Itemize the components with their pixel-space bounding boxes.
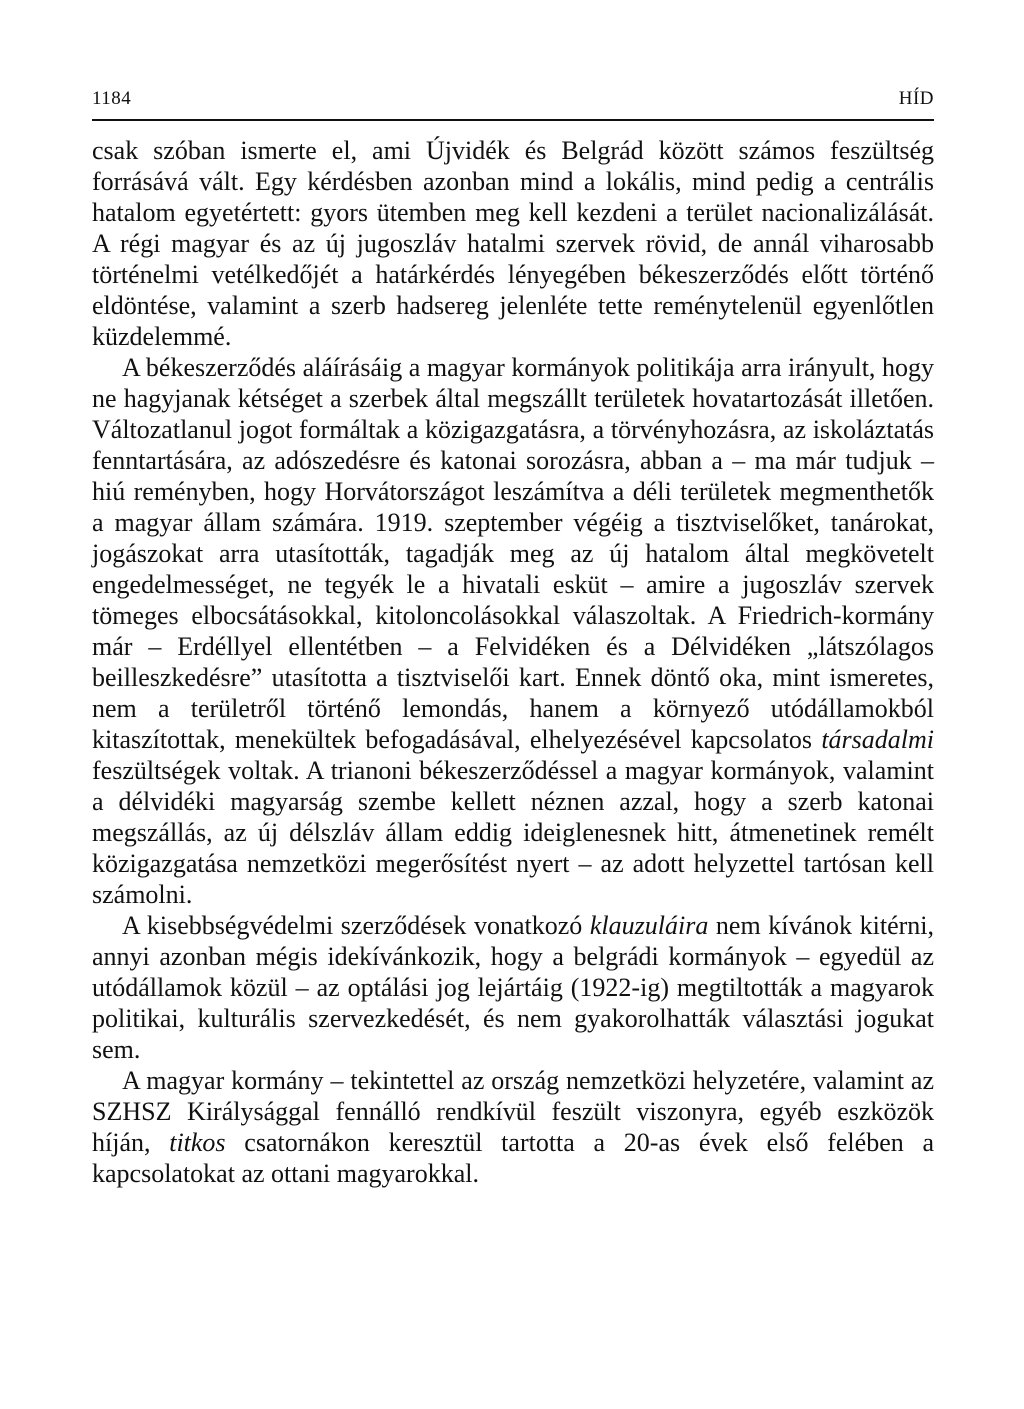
body-text (92, 135, 934, 1189)
book-page (92, 88, 934, 1189)
running-head (92, 88, 934, 121)
paragraph (92, 910, 934, 1065)
paragraph (92, 1065, 934, 1189)
italic-text-run: titkos (169, 1128, 226, 1157)
text-run: feszültségek voltak. A trianoni békeszerződéssel a magyar kormányok, valamint a délvidéki magyarság szembe kellett néznen azzal, hogy a szerb katonai megszállás, az új délszláv állam eddig ideiglenesnek hitt, átmenetinek remélt közigazgatása nemzetközi megerősítést nyert – az adott helyzettel tartósan kell számolni. (92, 756, 934, 909)
text-run: A magyar kormány – tekintettel az ország nemzetközi helyzetére, valamint az SZHSZ Királysággal fennálló rendkívül feszült viszonyra, egyéb eszközök híján, (92, 1066, 934, 1157)
page-number: 1184 (92, 88, 132, 109)
italic-text-run: klauzuláira (589, 911, 709, 940)
text-run: A kisebbségvédelmi szerződések vonatkozó (122, 911, 590, 940)
text-run: csak szóban ismerte el, ami Újvidék és Belgrád között számos feszültség forrásává vált. Egy kérdésben azonban mind a lokális, mind pedig a centrális hatalom egyetértett: gyors ütemben meg kell kezdeni a terület nacionalizálását. A régi magyar és az új jugoszláv hatalmi szervek rövid, de annál viharosabb történelmi vetélkedőjét a határkérdés lényegében békeszerződés előtt történő eldöntése, valamint a szerb hadsereg jelenléte tette reménytelenül egyenlőtlen küzdelemmé. (92, 136, 934, 351)
text-run: A békeszerződés aláírásáig a magyar kormányok politikája arra irányult, hogy ne hagyjanak kétséget a szerbek által megszállt területek hovatartozását illetően. Változatlanul jogot formáltak a közigazgatásra, a törvényhozásra, az iskoláztatás fenntartására, az adószedésre és katonai sorozásra, abban a – ma már tudjuk – hiú reményben, hogy Horvátországot leszámítva a déli területek megmenthetők a magyar állam számára. 1919. szeptember végéig a tisztviselőket, tanárokat, jogászokat arra utasították, tagadják meg az új hatalom által megkövetelt engedelmességet, ne tegyék le a hivatali esküt – amire a jugoszláv szervek tömeges elbocsátásokkal, kitoloncolásokkal válaszoltak. A Friedrich-kormány már – Erdéllyel ellentétben – a Felvidéken és a Délvidéken „látszólagos beilleszkedésre” utasította a tisztviselői kart. Ennek döntő oka, mint ismeretes, nem a területről történő lemondás, hanem a környező utódállamokból kitaszítottak, menekültek befogadásával, elhelyezésével kapcsolatos (92, 353, 934, 754)
text-run: csatornákon keresztül tartotta a 20-as évek első felében a kapcsolatokat az ottani magyarokkal. (92, 1128, 934, 1188)
paragraph (92, 135, 934, 352)
paragraph (92, 352, 934, 910)
italic-text-run: társadalmi (821, 725, 934, 754)
journal-title: HÍD (898, 88, 934, 109)
text-run: nem kívánok kitérni, annyi azonban mégis idekívánkozik, hogy a belgrádi kormányok – egyedül az utódállamok közül – az optálási jog lejártáig (1922-ig) megtiltották a magyarok politikai, kulturális szervezkedését, és nem gyakorolhatták választási jogukat sem. (92, 911, 935, 1064)
